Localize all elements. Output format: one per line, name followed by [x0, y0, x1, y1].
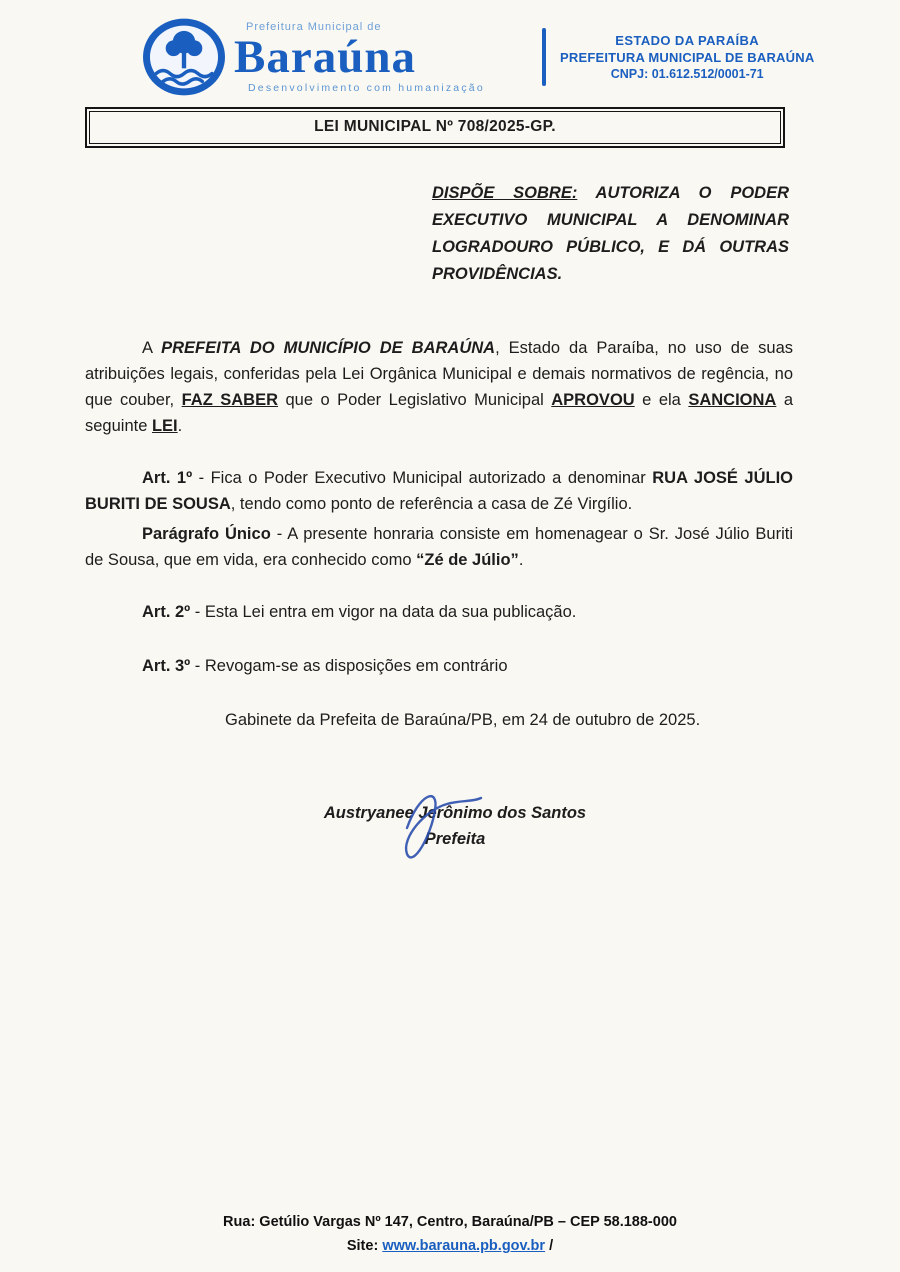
text-segment: e ela	[634, 391, 689, 409]
header-municipality-line: PREFEITURA MUNICIPAL DE BARAÚNA	[560, 49, 815, 65]
text-segment: .	[518, 551, 524, 569]
text-segment: SANCIONA	[688, 391, 777, 409]
article-2-paragraph	[85, 599, 793, 625]
logo-small-text: Prefeitura Municipal de	[246, 20, 382, 33]
signature-block	[85, 800, 825, 852]
footer-address: Rua: Getúlio Vargas Nº 147, Centro, Baraúna/PB – CEP 58.188-000	[223, 1214, 677, 1230]
law-title: LEI MUNICIPAL Nº 708/2025-GP.	[89, 111, 781, 144]
text-segment: AUTORIZA O PODER EXECUTIVO MUNICIPAL A DENOMINAR LOGRADOURO PÚBLICO, E DÁ OUTRAS PROVIDÊNCIAS.	[432, 184, 790, 283]
footer-site-label: Site:	[346, 1238, 379, 1254]
text-segment: a seguinte	[85, 391, 793, 435]
text-segment: PREFEITA DO MUNICÍPIO DE BARAÚNA	[161, 339, 496, 357]
text-segment: .	[177, 417, 183, 435]
logo-tagline: Desenvolvimento com humanização	[248, 81, 485, 94]
law-summary	[432, 180, 789, 288]
text-segment: FAZ SABER	[181, 391, 279, 409]
text-segment: APROVOU	[551, 391, 635, 409]
text-segment: - A presente honraria consiste em homenagear o Sr. José Júlio Buriti de Sousa, que em vida, era conhecido como	[85, 525, 793, 569]
article-1-paragraph	[85, 465, 793, 517]
header-divider	[542, 28, 546, 86]
text-segment: Art. 3º	[142, 657, 191, 675]
text-segment: , Estado da Paraíba, no uso de suas atribuições legais, conferidas pela Lei Orgânica Municipal e demais normativos de regência, no que couber,	[85, 339, 793, 409]
signatory-name: Austryanee Jerônimo dos Santos	[323, 804, 587, 822]
header-state-line: ESTADO DA PARAÍBA	[615, 32, 760, 48]
header-cnpj-line: CNPJ: 01.612.512/0001-71	[610, 66, 764, 81]
law-title-box	[85, 107, 785, 148]
preamble-paragraph	[85, 335, 793, 439]
text-segment: Art. 1º	[142, 469, 193, 487]
date-place-line: Gabinete da Prefeita de Baraúna/PB, em 24 de outubro de 2025.	[225, 711, 701, 729]
header-entity-block	[560, 32, 814, 83]
text-segment: que o Poder Legislativo Municipal	[278, 391, 552, 409]
text-segment	[577, 184, 595, 202]
text-segment: - Fica o Poder Executivo Municipal autorizado a denominar	[192, 469, 653, 487]
text-segment: Art. 2º	[142, 603, 191, 621]
letterhead	[140, 12, 820, 102]
text-segment: DISPÕE SOBRE:	[432, 184, 578, 202]
text-segment: - Esta Lei entra em vigor na data da sua publicação.	[190, 603, 577, 621]
sole-paragraph	[85, 521, 793, 573]
municipality-tree-logo-icon	[140, 16, 228, 98]
text-segment: LEI	[151, 417, 178, 435]
logo-text-block	[234, 21, 524, 94]
text-segment: A	[142, 339, 162, 357]
text-segment: “Zé de Júlio”	[416, 551, 519, 569]
logo-municipality-name: Baraúna	[234, 30, 416, 83]
signatory-title: Prefeita	[424, 830, 486, 848]
footer-site-line	[0, 1234, 900, 1258]
text-segment: - Revogam-se as disposições em contrário	[190, 657, 508, 675]
footer	[0, 1210, 900, 1258]
text-segment: Parágrafo Único	[142, 525, 271, 543]
text-segment: , tendo como ponto de referência a casa de Zé Virgílio.	[230, 495, 633, 513]
footer-site-suffix: /	[549, 1238, 554, 1254]
law-body	[85, 335, 793, 733]
article-3-paragraph	[85, 653, 793, 679]
footer-site-link: www.barauna.pb.gov.br	[382, 1238, 546, 1254]
text-segment: RUA JOSÉ JÚLIO BURITI DE SOUSA	[85, 469, 793, 513]
